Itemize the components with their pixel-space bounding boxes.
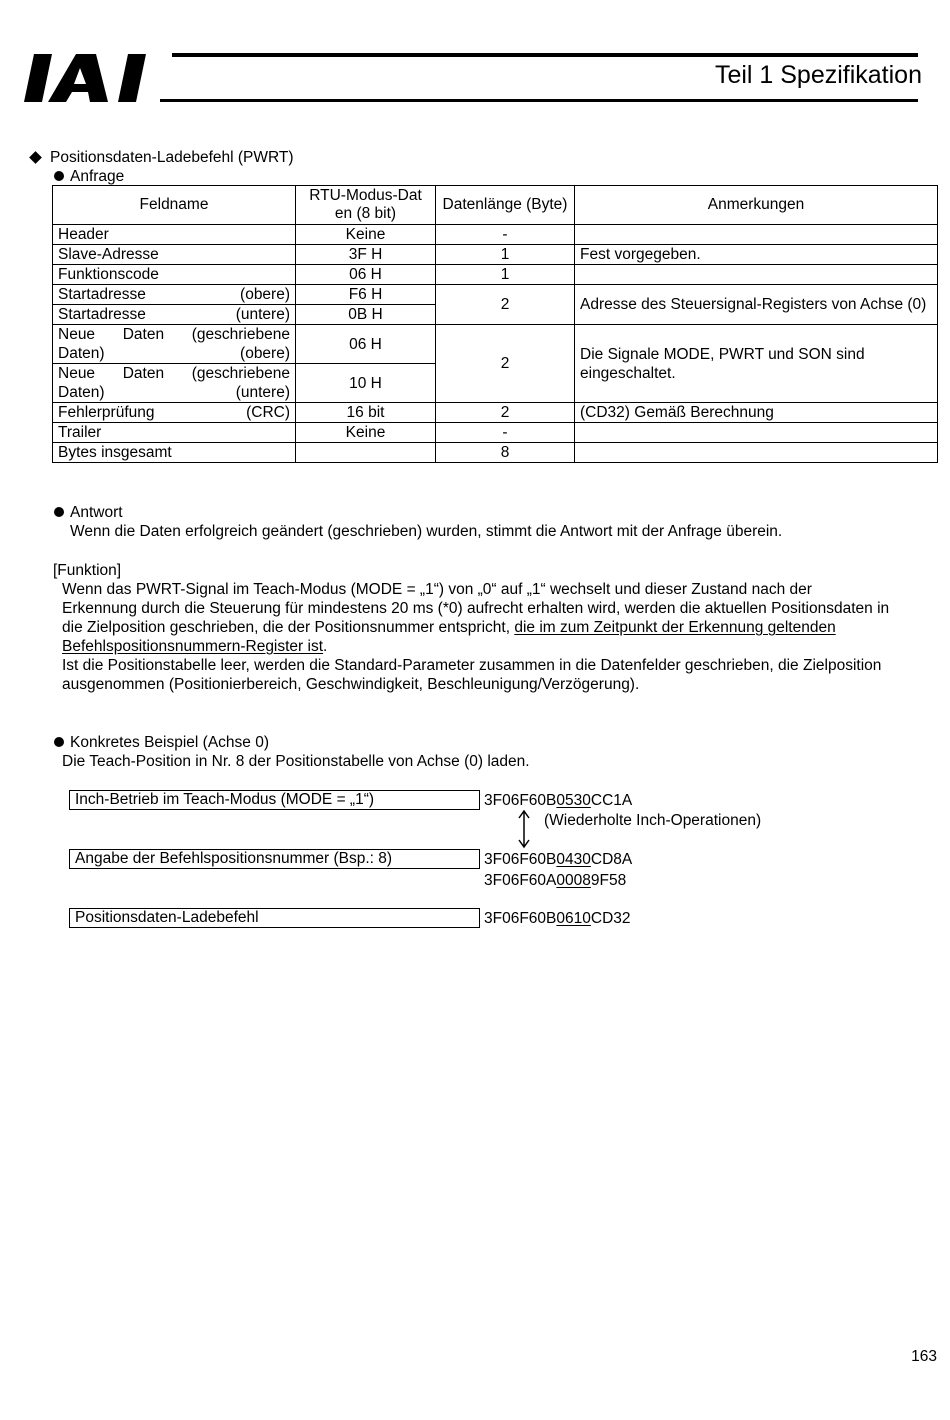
- dot-bullet-icon: [54, 171, 64, 181]
- page-title: Teil 1 Spezifikation: [714, 61, 922, 89]
- diamond-bullet-icon: [29, 151, 42, 164]
- funktion-line: Befehlspositionsnummern-Register ist.: [62, 638, 328, 655]
- table-row: Trailer Keine -: [53, 423, 938, 443]
- repeat-arrow-icon: [516, 808, 532, 850]
- repeat-note: (Wiederholte Inch-Operationen): [544, 812, 762, 829]
- funktion-line: Ist die Positionstabelle leer, werden die Standard-Parameter zusammen in die Datenfelder geschrieben, die Zielposition: [62, 657, 882, 674]
- table-row: Bytes insgesamt 8: [53, 443, 938, 463]
- example-step-box: Positionsdaten-Ladebefehl: [69, 908, 480, 928]
- table-row: Startadresse (obere) F6 H 2 Adresse des Steuersignal-Registers von Achse (0): [53, 285, 938, 305]
- anfrage-heading: Anfrage: [54, 167, 124, 186]
- hex-code: 3F06F60B0430CD8A: [484, 851, 633, 868]
- col-header-laenge: Datenlänge (Byte): [436, 186, 575, 225]
- hex-code: 3F06F60B0610CD32: [484, 910, 631, 927]
- col-header-rtu: RTU-Modus-Dat en (8 bit): [296, 186, 436, 225]
- example-step-box: Angabe der Befehlspositionsnummer (Bsp.: 8): [69, 849, 480, 869]
- hex-code: 3F06F60B0530CC1A: [484, 792, 633, 809]
- dot-bullet-icon: [54, 507, 64, 517]
- hex-code: 3F06F60A00089F58: [484, 872, 627, 889]
- table-row: Header Keine -: [53, 225, 938, 245]
- funktion-line: ausgenommen (Positionierbereich, Geschwindigkeit, Beschleunigung/Verzögerung).: [62, 676, 640, 693]
- table-row: Neue Daten (geschriebene Daten) (obere) 06 H 2 Die Signale MODE, PWRT und SON sind eingeschaltet.: [53, 325, 938, 364]
- table-row: Slave-Adresse 3F H 1 Fest vorgegeben.: [53, 245, 938, 265]
- funktion-line: die Zielposition geschrieben, die der Positionsnummer entspricht, die im zum Zeitpunkt der Erkennung geltenden: [62, 619, 836, 636]
- beispiel-text: Die Teach-Position in Nr. 8 der Positionstabelle von Achse (0) laden.: [62, 753, 530, 770]
- request-table: [52, 185, 938, 463]
- funktion-label: [Funktion]: [53, 562, 122, 579]
- header-rule-bottom: [160, 99, 918, 102]
- funktion-line: Erkennung durch die Steuerung für mindestens 20 ms (*0) aufrecht erhalten wird, werden die aktuellen Positionsdaten in: [62, 600, 890, 617]
- table-row: Fehlerprüfung (CRC) 16 bit 2 (CD32) Gemäß Berechnung: [53, 403, 938, 423]
- antwort-heading: Antwort: [54, 503, 123, 522]
- col-header-feldname: Feldname: [53, 186, 296, 225]
- table-header-row: [53, 186, 938, 225]
- example-step-box: Inch-Betrieb im Teach-Modus (MODE = „1“): [69, 790, 480, 810]
- dot-bullet-icon: [54, 737, 64, 747]
- beispiel-heading: Konkretes Beispiel (Achse 0): [54, 733, 269, 752]
- page-number: 163: [911, 1348, 937, 1365]
- col-header-anmerkungen: Anmerkungen: [575, 186, 938, 225]
- iai-logo: [24, 50, 164, 106]
- header-rule-top: [172, 53, 918, 57]
- table-row: Funktionscode 06 H 1: [53, 265, 938, 285]
- antwort-text: Wenn die Daten erfolgreich geändert (geschrieben) wurden, stimmt die Antwort mit der Anfrage überein.: [70, 523, 783, 540]
- funktion-line: Wenn das PWRT-Signal im Teach-Modus (MODE = „1“) von „0“ auf „1“ wechselt und dieser Zustand nach der: [62, 581, 812, 598]
- table-row: Neue Daten (geschriebene Daten) (untere) 10 H: [53, 364, 938, 403]
- table-row: Startadresse (untere) 0B H: [53, 305, 938, 325]
- section-heading: Positionsdaten-Ladebefehl (PWRT): [27, 148, 294, 167]
